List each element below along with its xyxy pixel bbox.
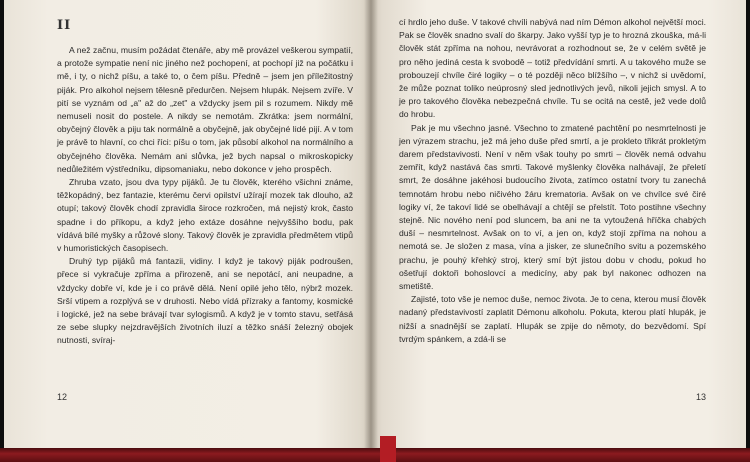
page-number-right: 13 bbox=[695, 392, 706, 402]
page-number-left: 12 bbox=[57, 392, 68, 402]
paragraph: Zhruba vzato, jsou dva typy pijáků. Je tu člověk, kterého všichni známe, těžkopádný, bez fantazie, kterému červi opilství užírají mozek tak dlouho, až otupí; takový člověk chodí zpravidla široce rozkročen, má nejistý krok, často spadne i do příkopu, a když jeho extáze dosáhne nejvyššího bodu, pak vídává bílé myšky a růžové slony. Takový člověk je zpravidla předmětem vtipů v humoristických časopisech. bbox=[57, 177, 353, 254]
paragraph: Pak je mu všechno jasné. Všechno to zmatené pachtění po nesmrtelnosti je jen výrazem strachu, jež má jeho duše před smrtí, a je prokleto třikrát prokletým darem představivosti. Není v něm však touhy po smrti – člověk nemá odvahu zemřít, když nastává čas smrti. Takové myšlenky člověka nalhávají, že přeletí smrt, že dosáhne jakéhosi budoucího života, zatímco ostatní tvory tu zanechá temnotám hrobu nebo ničivého žáru krematoria. Avšak on ve chvílce své čiré logiky ví, že takoví lidé se obelhávají a chtějí se přelstít. Toto postihne všechny stejně. Nic nového není pod sluncem, ba ani ne ta vytoužená hříčka chabých duší – nesmrtelnost. Avšak on to ví, a jen on, když stojí zpříma na nohou a nemotá se. Je složen z masa, vína a jisker, ze slunečního svitu a pozemského prachu, je pouhý křehký stroj, který smí být jistou dobu v chodu, pokud ho ošetřují doktoři bohoslovcí a medicíny, aby pak byl nakonec odhozen na smetiště. bbox=[399, 122, 706, 292]
right-page bbox=[371, 0, 746, 448]
left-page-text bbox=[57, 44, 353, 348]
right-page-text bbox=[399, 16, 706, 346]
book-gutter bbox=[364, 0, 378, 448]
paragraph: A než začnu, musím požádat čtenáře, aby mě provázel veškerou sympatií, a protože sympatie není nic jiného než pochopení, at pochopí již na počátku i mě, i ty, o nichž píšu, a také to, o čem píšu. Předně – jsem jen příležitostný piják. Pro alkohol nejsem tělesně předurčen. Nejsem hlupák. Nejsem zvíře. V pití se vyznám od „a" až do „zet" a vždycky jsem pil s rozumem. Nikdy mě nemuseli nosit do postele. A nikdy se nemotám. Zkrátka: jsem normální, obyčejný člověk a piju tak normálně a obyčejně, jak obyčejné lidé pijí. A v tom je právě to hlavní, co chci říci: píšu o tom, jak působí alkohol na normálního a obyčejného člověka. Nemám ani slůvka, jež bych napsal o mikroskopicky nedůležitém výstředníku, dipsomaniaku, nebo dokonce v jeho prospěch. bbox=[57, 45, 353, 174]
paragraph: Druhý typ pijáků má fantazii, vidiny. I když je takový piják podroušen, přece si vykračuje zpříma a přirozeně, ani se nepotácí, ani neupadne, a vždycky dobře ví, kde je i co právě dělá. Není opilé jeho tělo, nýbrž mozek. Srší vtipem a rozplývá se v druhosti. Nebo vídá přízraky a fantomy, kosmické i logické, jež na sebe brávají tvar sylogismů. A když je v tomto stavu, setřásá ze sebe slupky nejzdravějších životních iluzí a těžko snáší železný obojek nutnosti, svíraj- bbox=[57, 256, 353, 346]
left-page bbox=[4, 0, 371, 448]
bookmark-ribbon bbox=[380, 436, 396, 462]
chapter-number: II bbox=[57, 18, 72, 33]
book-cover-edge bbox=[0, 448, 750, 462]
paragraph: cí hrdlo jeho duše. V takové chvíli nabývá nad ním Démon alkohol největší moci. Pak se člověk snadno svalí do škarpy. Jako vyšší typ je to hrozná zkouška, má-li člověk stát zpříma na nohou, nevrávorat a rozhodnout se, že v celém světě je pro něho jediná cesta k svobodě – totiž předvídání smrti. A u takového muže se probouzejí chvíle čiré logiky – o té později něco blížšího –, v nichž si uvědomí, že může poznat toliko neúprosný sled jednotlivých jevů, nikoli jejich smysl. A to je pro takového člověka nebezpečná chvíle. Tu se ocitá na cestě, jež vede dolů do hrobu. bbox=[399, 17, 706, 120]
paragraph: Zajisté, toto vše je nemoc duše, nemoc života. Je to cena, kterou musí člověk nadaný představivostí zaplatit Démonu alkoholu. Pokuta, kterou platí hlupák, je nižší a snadnější se zaplatí. Hlupák se zpije do němoty, do bezvědomí. Spí tvrdým spánkem, a zdá-li se bbox=[399, 294, 706, 344]
